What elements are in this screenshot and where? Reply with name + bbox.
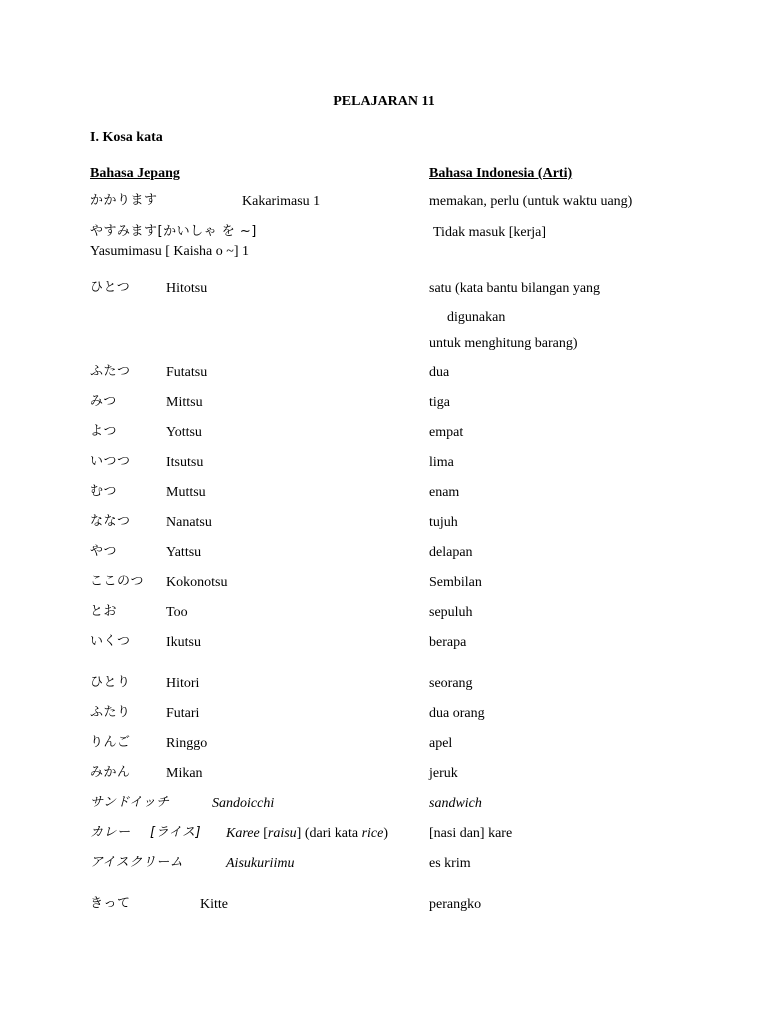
- kana-nanatsu: ななつ: [90, 514, 131, 529]
- romaji-nanatsu: Nanatsu: [166, 515, 212, 530]
- meaning-mikan: jeruk: [429, 766, 458, 781]
- kana-futari: ふたり: [90, 705, 131, 720]
- meaning-hitotsu-line-2: digunakan: [447, 310, 506, 325]
- kana-kitte: きって: [90, 896, 131, 911]
- kana-hitotsu: ひとつ: [90, 280, 131, 295]
- meaning-hitotsu-line-1: satu (kata bantu bilangan yang: [429, 281, 601, 296]
- kana-yasumimasu: やすみます[かいしゃ を ~]: [90, 224, 257, 239]
- romaji-karee-close: ): [383, 826, 389, 841]
- kana-too: とお: [90, 604, 118, 619]
- meaning-ringgo: apel: [429, 736, 453, 751]
- meaning-nanatsu: tujuh: [429, 515, 458, 530]
- kana-muttsu: むつ: [90, 484, 118, 499]
- page-title: PELAJARAN 11: [333, 94, 435, 109]
- romaji-yottsu: Yottsu: [166, 425, 202, 440]
- meaning-too: sepuluh: [429, 605, 473, 620]
- romaji-kokonotsu: Kokonotsu: [166, 575, 228, 590]
- romaji-mittsu: Mittsu: [166, 395, 203, 410]
- kana-karee: カレー: [90, 825, 131, 840]
- romaji-hitori: Hitori: [166, 676, 200, 691]
- romaji-karee-from: ] (dari kata: [296, 826, 362, 841]
- meaning-muttsu: enam: [429, 485, 460, 500]
- romaji-hitotsu: Hitotsu: [166, 281, 208, 296]
- meaning-kakarimasu: memakan, perlu (untuk waktu uang): [429, 194, 633, 209]
- meaning-futatsu: dua: [429, 365, 450, 380]
- romaji-futatsu: Futatsu: [166, 365, 208, 380]
- kana-itsutsu: いつつ: [90, 454, 131, 469]
- kana-aisukuriimu: アイスクリーム: [90, 855, 184, 870]
- kana-kokonotsu: ここのつ: [90, 574, 145, 589]
- column-header-indonesian: Bahasa Indonesia (Arti): [429, 166, 573, 181]
- meaning-kokonotsu: Sembilan: [429, 575, 482, 590]
- kana-ikutsu: いくつ: [90, 634, 131, 649]
- kana-hitori: ひとり: [90, 675, 131, 690]
- meaning-karee: [nasi dan] kare: [429, 826, 513, 841]
- romaji-futari: Futari: [166, 706, 200, 721]
- romaji-karee-raisu: raisu: [267, 826, 297, 841]
- meaning-yasumimasu: Tidak masuk [kerja]: [433, 225, 547, 240]
- column-header-japanese: Bahasa Jepang: [90, 166, 180, 181]
- meaning-sandoicchi: sandwich: [429, 796, 482, 811]
- meaning-hitori: seorang: [429, 676, 473, 691]
- romaji-kitte: Kitte: [200, 897, 228, 912]
- romaji-karee-word: Karee: [226, 826, 260, 841]
- meaning-ikutsu: berapa: [429, 635, 467, 650]
- meaning-kitte: perangko: [429, 897, 482, 912]
- meaning-futari: dua orang: [429, 706, 485, 721]
- romaji-karee-rice: rice: [361, 826, 384, 841]
- kana-futatsu: ふたつ: [90, 364, 131, 379]
- romaji-kakarimasu: Kakarimasu 1: [242, 194, 321, 209]
- kana-karee-raisu-text: [ライス]: [150, 825, 202, 840]
- kana-karee-raisu: [150, 824, 201, 842]
- meaning-yottsu: empat: [429, 425, 464, 440]
- romaji-itsutsu: Itsutsu: [166, 455, 204, 470]
- romaji-yattsu: Yattsu: [166, 545, 202, 560]
- kana-yattsu: やつ: [90, 544, 118, 559]
- romaji-mikan: Mikan: [166, 766, 203, 781]
- romaji-sandoicchi: Sandoicchi: [212, 796, 275, 811]
- romaji-ikutsu: Ikutsu: [166, 635, 201, 650]
- kana-ringgo: りんご: [90, 735, 131, 750]
- kana-mittsu: みつ: [90, 394, 117, 409]
- romaji-yasumimasu: Yasumimasu [ Kaisha o ~] 1: [90, 244, 249, 259]
- meaning-itsutsu: lima: [429, 455, 454, 470]
- romaji-aisukuriimu: Aisukuriimu: [226, 856, 295, 871]
- meaning-mittsu: tiga: [429, 395, 450, 410]
- meaning-yattsu: delapan: [429, 545, 473, 560]
- romaji-too: Too: [166, 605, 188, 620]
- romaji-karee-open: [: [259, 826, 268, 841]
- meaning-hitotsu-line-3: untuk menghitung barang): [429, 336, 578, 351]
- kana-sandoicchi: サンドイッチ: [90, 795, 170, 810]
- kana-yottsu: よつ: [90, 424, 118, 439]
- section-heading: I. Kosa kata: [90, 130, 163, 145]
- meaning-aisukuriimu: es krim: [429, 856, 471, 871]
- romaji-karee: [226, 825, 388, 843]
- kana-kakarimasu: かかります: [90, 193, 158, 208]
- romaji-ringgo: Ringgo: [166, 736, 208, 751]
- romaji-muttsu: Muttsu: [166, 485, 206, 500]
- kana-mikan: みかん: [90, 765, 131, 780]
